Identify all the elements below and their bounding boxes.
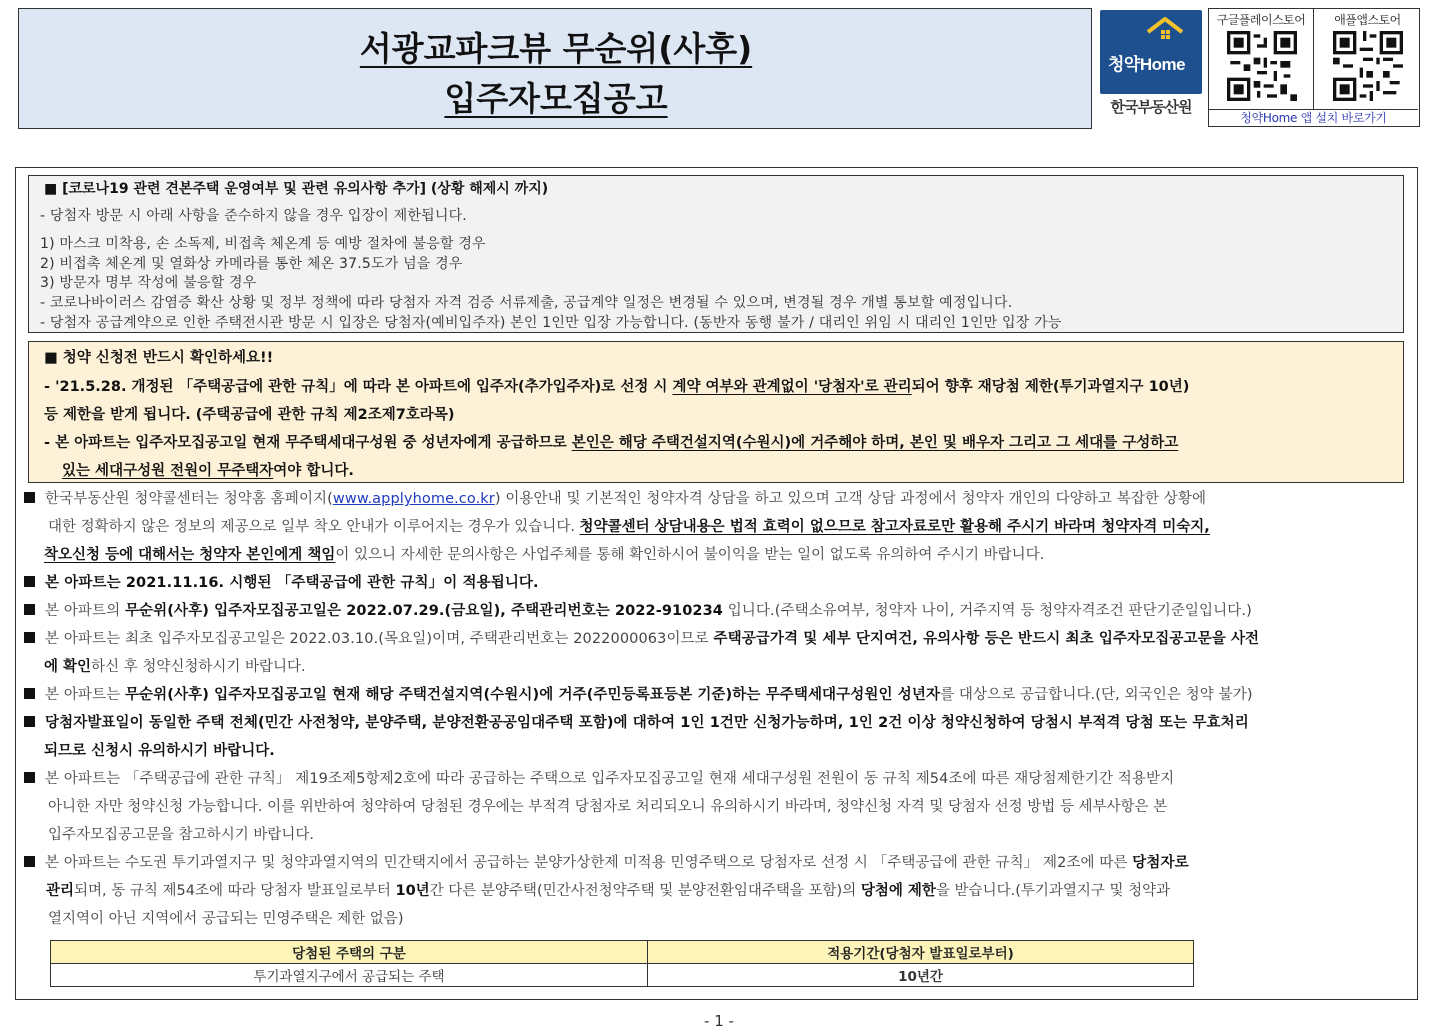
warning-line-2: 등 제한을 받게 됩니다. (주택공급에 관한 규칙 제2조제7호라목) bbox=[44, 407, 455, 423]
notice-speculative-area-cont: 관리되며, 동 규칙 제54조에 따라 당첨자 발표일로부터 10년간 다른 분양주택(민간사전청약주택 및 분양전환임대주택을 포함)의 당첨에 제한을 받습니다.(투기과열지구 및 청약과 bbox=[46, 883, 1171, 899]
table-cell: 10년간 bbox=[648, 964, 1194, 987]
notice-speculative-area-cont-2: 열지역이 아닌 지역에서 공급되는 민영주택은 제한 없음) bbox=[48, 911, 404, 927]
notice-one-application: 당첨자발표일이 동일한 주택 전체(민간 사전청약, 분양주택, 분양전환공공임대주택 포함)에 대하여 1인 1건만 신청가능하며, 1인 2건 이상 청약신청하여 당첨시 부적격 당첨 또는 무효처리 bbox=[24, 711, 1249, 732]
warning-line-4: 있는 세대구성원 전원이 무주택자여야 합니다. bbox=[62, 463, 354, 479]
notice-callcenter-cont-2: 착오신청 등에 대해서는 청약자 본인에게 책임이 있으니 자세한 문의사항은 사업주체를 통해 확인하시어 불이익을 받는 일이 없도록 유의하여 주시기 바랍니다. bbox=[44, 547, 1045, 563]
notice-announcement-date: 본 아파트의 무순위(사후) 입주자모집공고일은 2022.07.29.(금요일), 주택관리번호는 2022-910234 입니다.(주택소유여부, 청약자 나이, 거주지역 등 청약자격조건 판단기준일입니다.) bbox=[24, 599, 1252, 620]
google-play-column[interactable] bbox=[1209, 9, 1314, 109]
covid-line: - 당첨자 공급계약으로 인한 주택전시관 방문 시 입장은 당첨자(예비입주자) 본인 1인만 입장 가능합니다. (동반자 동행 불가 / 대리인 위임 시 대리인 1인만 입장 가능 bbox=[40, 315, 1062, 331]
notice-re-winning-limit-cont-2: 입주자모집공고문을 참고하시기 바랍니다. bbox=[48, 827, 314, 843]
title-line-2: 입주자모집공고 bbox=[444, 79, 668, 118]
apple-store-qr-icon[interactable] bbox=[1333, 31, 1403, 101]
bullet-square-icon bbox=[24, 688, 35, 699]
bullet-square-icon bbox=[24, 716, 35, 727]
bullet-square-icon bbox=[24, 856, 35, 867]
page-number: - 1 - bbox=[704, 1012, 734, 1030]
table-row bbox=[51, 964, 1194, 987]
notice-initial-announcement: 본 아파트는 최초 입주자모집공고일은 2022.03.10.(목요일)이며, 주택관리번호는 2022000063이므로 주택공급가격 및 세부 단지여건, 유의사항 등은 반드시 최초 입주자모집공고문을 사전 bbox=[24, 627, 1259, 648]
notice-residency: 본 아파트는 무순위(사후) 입주자모집공고일 현재 해당 주택건설지역(수원시)에 거주(주민등록표등본 기준)하는 무주택세대구성원인 성년자를 대상으로 공급합니다.(단, 외국인은 청약 불가) bbox=[24, 683, 1253, 704]
covid-line: - 당첨자 방문 시 아래 사항을 준수하지 않을 경우 입장이 제한됩니다. bbox=[40, 208, 467, 224]
app-install-link[interactable]: 청약Home 앱 설치 바로가기 bbox=[1209, 109, 1418, 127]
warning-line-3: - 본 아파트는 입주자모집공고일 현재 무주택세대구성원 중 성년자에게 공급하므로 본인은 해당 주택건설지역(수원시)에 거주해야 하며, 본인 및 배우자 그리고 그 세대를 구성하고 bbox=[44, 435, 1179, 451]
notice-speculative-area: 본 아파트는 수도권 투기과열지구 및 청약과열지역의 민간택지에서 공급하는 분양가상한제 미적용 민영주택으로 당첨자로 선정 시 「주택공급에 관한 규칙」 제2조에 따른 당첨자로 bbox=[24, 851, 1189, 872]
notice-re-winning-limit: 본 아파트는 「주택공급에 관한 규칙」 제19조제5항제2호에 따라 공급하는 주택으로 입주자모집공고일 현재 세대구성원 전원이 동 규칙 제54조에 따른 재당첨제한기간 적용받지 bbox=[24, 767, 1174, 788]
house-icon bbox=[1145, 16, 1185, 46]
covid-line: 1) 마스크 미착용, 손 소독제, 비접촉 체온계 등 예방 절차에 불응할 경우 bbox=[40, 236, 486, 252]
logo-org-name: 한국부동산원 bbox=[1110, 98, 1192, 116]
covid-line: 3) 방문자 명부 작성에 불응할 경우 bbox=[40, 275, 257, 291]
bullet-square-icon bbox=[24, 576, 35, 587]
notice-one-application-cont: 되므로 신청시 유의하시기 바랍니다. bbox=[44, 743, 275, 759]
apple-store-label: 애플앱스토어 bbox=[1334, 13, 1401, 27]
logo-text: 청약Home bbox=[1108, 55, 1186, 74]
google-play-qr-icon[interactable] bbox=[1227, 31, 1297, 101]
table-cell: 투기과열지구에서 공급되는 주택 bbox=[51, 964, 648, 987]
bullet-square-icon bbox=[24, 492, 35, 503]
apple-store-column[interactable] bbox=[1315, 9, 1420, 109]
warning-line-1: - '21.5.28. 개정된 「주택공급에 관한 규칙」에 따라 본 아파트에 입주자(추가입주자)로 선정 시 계약 여부와 관계없이 '당첨자'로 관리되어 향후 재당첨 제한(투기과열지구 10년) bbox=[44, 379, 1190, 395]
app-store-box bbox=[1208, 8, 1420, 127]
notice-initial-announcement-cont: 에 확인하신 후 청약신청하시기 바랍니다. bbox=[44, 659, 306, 675]
notice-callcenter: 한국부동산원 청약콜센터는 청약홈 홈페이지(www.applyhome.co.kr) 이용안내 및 기본적인 청약자격 상담을 하고 있으며 고객 상담 과정에서 청약자 개인의 다양하고 복잡한 상황에 bbox=[24, 487, 1206, 508]
bullet-square-icon bbox=[24, 632, 35, 643]
table-header-cell: 당첨된 주택의 구분 bbox=[51, 941, 648, 964]
title-line-1: 서광교파크뷰 무순위(사후) bbox=[359, 29, 753, 68]
bullet-square-icon bbox=[24, 604, 35, 615]
notice-rule-applied: 본 아파트는 2021.11.16. 시행된 「주택공급에 관한 규칙」이 적용됩니다. bbox=[24, 571, 539, 592]
notice-re-winning-limit-cont: 아니한 자만 청약신청 가능합니다. 이를 위반하여 청약하여 당첨된 경우에는 부적격 당첨자로 처리되오니 유의하시기 바라며, 청약신청 자격 및 당첨자 선정 방법 등 세부사항은 본 bbox=[48, 799, 1168, 815]
notice-callcenter-cont: 대한 정확하지 않은 정보의 제공으로 일부 착오 안내가 이루어지는 경우가 있습니다. 청약콜센터 상담내용은 법적 효력이 없으므로 참고자료로만 활용해 주시기 바라며 청약자격 미숙지, bbox=[48, 519, 1210, 535]
bullet-square-icon bbox=[24, 772, 35, 783]
google-play-label: 구글플레이스토어 bbox=[1216, 13, 1306, 27]
covid-line: 2) 비접촉 체온계 및 열화상 카메라를 통한 체온 37.5도가 넘을 경우 bbox=[40, 256, 463, 272]
restriction-period-table bbox=[50, 940, 1194, 987]
applyhome-link[interactable]: www.applyhome.co.kr bbox=[332, 491, 495, 507]
covid-line: - 코로나바이러스 감염증 확산 상황 및 정부 정책에 따라 당첨자 자격 검증 서류제출, 공급계약 일정은 변경될 수 있으며, 변경될 경우 개별 통보할 예정입니다. bbox=[40, 295, 1013, 311]
title-box bbox=[18, 8, 1092, 129]
covid-notice-title: ■ [코로나19 관련 견본주택 운영여부 및 관련 유의사항 추가] (상황 해제시 까지) bbox=[44, 181, 549, 197]
table-header-row bbox=[51, 941, 1194, 964]
table-header-cell: 적용기간(당첨자 발표일로부터) bbox=[648, 941, 1194, 964]
warning-title: ■ 청약 신청전 반드시 확인하세요!! bbox=[44, 350, 274, 366]
